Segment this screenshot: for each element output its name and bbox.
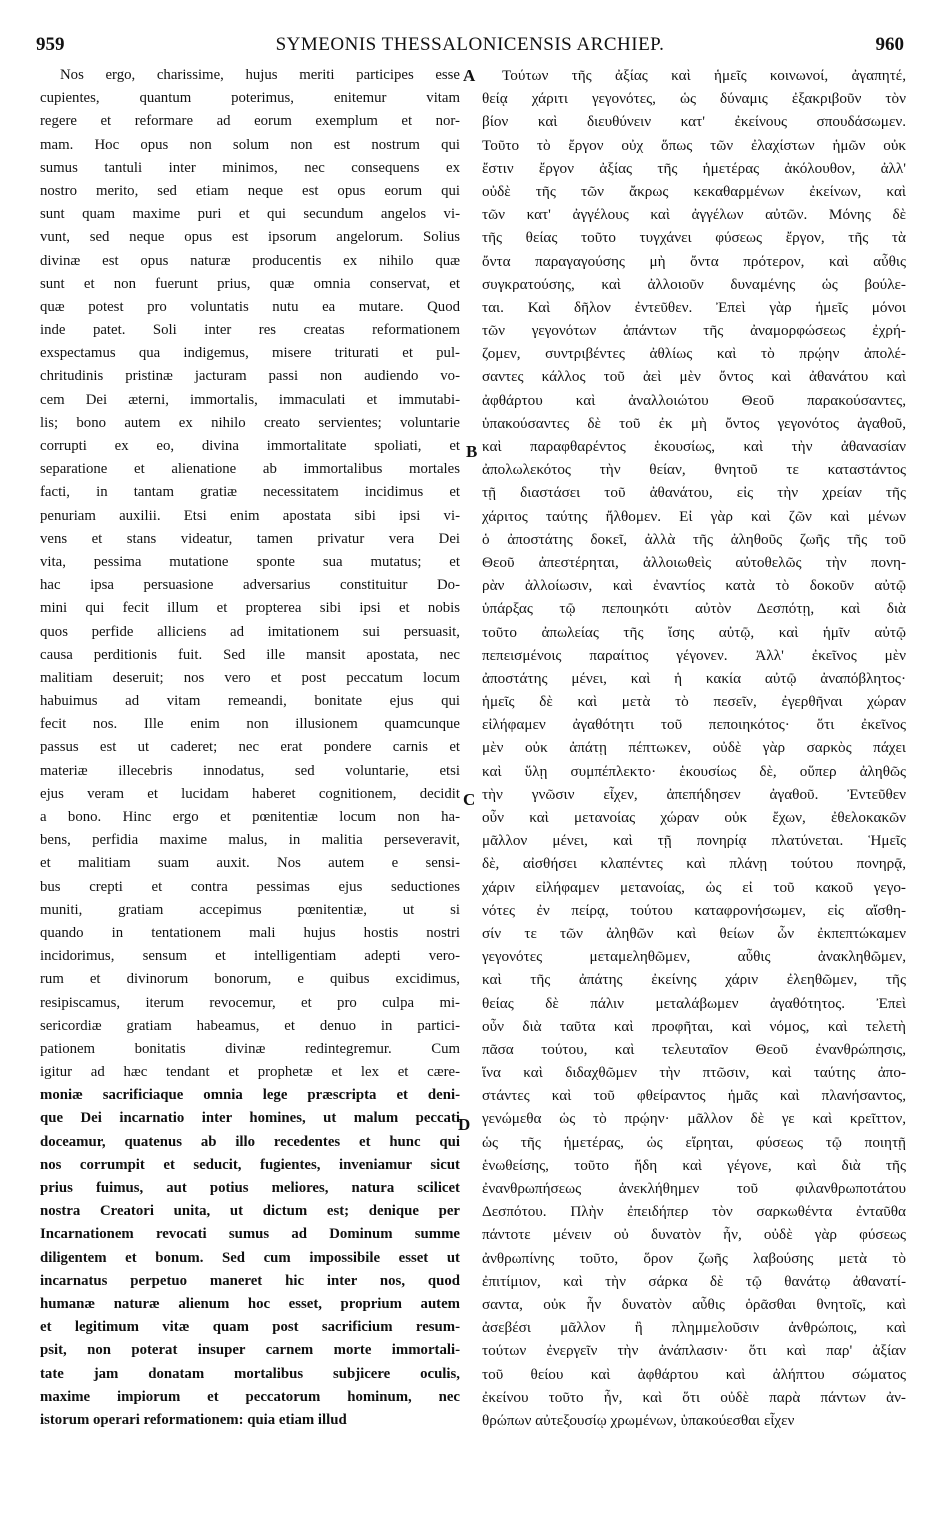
text-line: ἀσεβέσι μᾶλλον ἢ πλημμελοῦσιν ἀνθρώποις, καὶ — [482, 1319, 906, 1337]
text-line: ἵνα καὶ διδαχθῶμεν τὴν πτῶσιν, καὶ ταύτης ἀπο- — [482, 1064, 906, 1082]
text-line: συγκρατούσης, καὶ ἀλλοιοῦν δυναμένης ὡς βούλε- — [482, 275, 906, 293]
text-line: regere et reformare ad eorum exemplum et nor- — [40, 113, 460, 130]
text-line: muniti, gratiam accepimus pœnitentiæ, ut si — [40, 901, 460, 918]
text-line: nos corrumpit et seducit, fugientes, inveniamur sicut — [40, 1156, 460, 1173]
text-line: chritudinis pristinæ jacturam passi non audiendo vo- — [40, 368, 460, 385]
text-line: ζομεν, συντριβέντες ἀθλίως καὶ τὸ πρῴην ἀπολέ- — [482, 345, 906, 363]
text-line: divinæ est opus naturæ producentis ex nihilo quæ — [40, 252, 460, 269]
text-line: habuimus ad vitam remeandi, bonitate ejus qui — [40, 693, 460, 710]
text-line: cupientes, quantum poterimus, enitemur vitam — [40, 90, 460, 107]
text-line: malitiam deseruit; nos vero et post peccatum locum — [40, 669, 460, 686]
text-line: et legitimum vitæ quam post sacrificium resum- — [40, 1319, 460, 1336]
text-line: ἀνθρωπίνης τοῦτο, ὅρον ζωῆς λαβούσης μετὰ τὸ — [482, 1249, 906, 1267]
text-line: ὡς τῆς ἡμετέρας, ὡς εἴρηται, φύσεως τῷ ποιητῇ — [482, 1133, 906, 1151]
text-line: πᾶσα τούτου, καὶ τελευταῖον Θεοῦ ἐνανθρώπησις, — [482, 1040, 906, 1058]
text-line: οὖν καὶ μετανοίας χώραν οὐκ ἔχων, ἐθελοκακῶν — [482, 809, 906, 826]
text-line: maxime impiorum et peccatorum hominum, nec — [40, 1388, 460, 1405]
page-number-left: 959 — [36, 34, 65, 55]
text-line: nostra Creatori unita, ut dictum est; denique per — [40, 1203, 460, 1220]
text-line: penuriam auxilii. Etsi enim apostata sibi ipsi vi- — [40, 507, 460, 524]
text-line: Τοῦτο τὸ ἔργον οὐχ ὅπως τῶν ἐλαχίστων ἡμῶν οὐκ — [482, 136, 906, 154]
text-line: τῶν γεγονότων ἁπάντων τῆς ἀναμορφώσεως ἐχρή- — [482, 322, 906, 340]
text-line: facti, in tantam gratiæ necessitatem incidimus et — [40, 484, 460, 501]
text-line: Τούτων τῆς ἀξίας καὶ ἡμεῖς κοινωνοί, ἀγαπητέ, — [502, 67, 906, 84]
text-line: cem Dei æterni, immortalis, immaculati et immutabi- — [40, 391, 460, 408]
text-line: ται. Καὶ δῆλον ἐντεῦθεν. Ἐπεὶ γὰρ ἡμεῖς μόνοι — [482, 298, 906, 316]
text-line: mam. Hoc opus non solum non est nostrum qui — [40, 136, 460, 153]
text-line: γεγονότες μεταμεληθῶμεν, αὖθις ἀνακληθῶμεν, — [482, 948, 906, 966]
text-line: nostro merito, sed etiam neque est opus eorum qui — [40, 182, 460, 199]
text-line: Nos ergo, charissime, hujus meriti participes esse — [60, 67, 460, 83]
text-line: ἐπιτίμιον, καὶ τὴν σάρκα δὲ τῷ θανάτῳ ἀθανατί- — [482, 1272, 906, 1290]
text-line: ἐνανθρωπήσεως ἀνεκλήθημεν τοῦ φιλανθρωποτάτου — [482, 1180, 906, 1197]
section-marker-c: C — [463, 790, 476, 809]
text-line: causa perditionis fuit. Sed ille mansit apostata, nec — [40, 646, 460, 663]
text-line: ρὰν ἀλλοίωσιν, καὶ ἐναντίος κατὰ τὸ δοκοῦν αὐτῷ — [482, 577, 906, 595]
text-line: humanæ naturæ alienum hoc esset, proprium autem — [40, 1295, 460, 1312]
text-line: σαντα, οὐκ ἦν δυνατὸν αὖθις ὁρᾶσθαι θνητοῖς, καὶ — [482, 1295, 906, 1313]
text-line: incidorimus, sensum et intelligentiam adepti vero- — [40, 948, 460, 965]
text-line: quæ potest pro voluntatis nutu ea mutare. Quod — [40, 298, 460, 315]
text-line: οὖν διὰ ταῦτα καὶ προφῆται, καὶ νόμος, καὶ τελετὴ — [482, 1017, 906, 1035]
text-line: τοῦτο ἀπωλείας τῆς ἴσης αὐτῷ, καὶ ἡμῖν αὐτῷ — [482, 623, 906, 641]
section-marker-a: A — [463, 66, 476, 85]
text-line: βίον καὶ διευθύνειν κατ' ἐκείνους σπουδάσωμεν. — [482, 113, 906, 131]
text-line: quos perfide alliciens ad imitationem sui persuasit, — [40, 623, 460, 640]
text-line: οὐδὲ τῆς τῶν ἄκρως κεκαθαρμένων ἐκείνων, καὶ — [482, 182, 906, 200]
text-line: τῇ διαστάσει τοῦ ἀθανάτου, εἰς τὴν χρείαν τῆς — [482, 484, 906, 502]
text-line: mini qui fecit illum et propterea sibi ipsi et nobis — [40, 600, 460, 617]
text-line: que Dei incarnatio inter homines, ut malum peccati — [40, 1110, 460, 1127]
text-line: καὶ ὕλῃ συμπέπλεκτο· ἑκουσίως δὲ, οὕπερ ἀληθῶς — [482, 762, 906, 780]
text-line: materiæ illecebris innodatus, sed voluntarie, etsi — [40, 762, 460, 779]
text-line: ὑπάρξας τῷ πεποιηκότι αὐτὸν Δεσπότῃ, καὶ διὰ — [482, 600, 906, 618]
text-line: ὄντα παραγαγούσης μὴ ὄντα πρότερον, καὶ αὖθις — [482, 252, 906, 270]
text-line: doceamur, quatenus ab illo recedentes et hunc qui — [40, 1133, 460, 1150]
text-line: θείᾳ χάριτι γεγονότες, ὡς δύναμις ἐξακριβοῦν τὸν — [482, 90, 906, 108]
text-line: separatione et alienatione ab immortalibus mortales — [40, 461, 460, 478]
text-line: δὲ, αἰσθήσει κλαπέντες καὶ πλάνῃ τούτου πονηρᾷ, — [482, 855, 906, 873]
text-line: sunt quam maxime puri et qui secundum angelos vi- — [40, 206, 460, 223]
text-line: πάντοτε μένειν οὐ δυνατὸν ἦν, οὐδὲ γὰρ φύσεως — [482, 1226, 906, 1244]
text-line: τούτων ἐνεργεῖν τὴν ἀνάπλασιν· ὅτι καὶ παρ' ἀξίαν — [482, 1342, 906, 1360]
text-line: ἀποστάτης μένει, καὶ ἡ κακία αὐτῷ ἀναπόβλητος· — [482, 669, 906, 687]
text-line: μὲν οὐκ ἀπάτῃ πέπτωκεν, οὐδὲ γὰρ σαρκὸς πάχει — [482, 739, 906, 757]
text-line: sunt et non fuerunt prius, quæ omnia conservat, et — [40, 275, 460, 292]
text-line: ἀφθάρτου καὶ ἀναλλοιώτου Θεοῦ παρακούσαντες, — [482, 391, 906, 409]
text-line: καὶ παραφθαρέντος ἑκουσίως, καὶ τὴν ἀθανασίαν — [482, 438, 906, 455]
text-line: vunt, sed neque opus est ipsorum angelorum. Solius — [40, 229, 460, 246]
text-line: igitur ad hæc tendant et prophetæ et lex et cære- — [40, 1064, 460, 1081]
text-line: ἀπολωλεκότος τὴν θείαν, θνητοῦ τε καταστάντος — [482, 461, 906, 479]
text-line: τὴν γνῶσιν εἶχεν, ἀπεπήδησεν ἀγαθοῦ. Ἐντεῦθεν — [482, 785, 906, 803]
text-line: sumus tantuli inter minimos, nec consequens ex — [40, 159, 460, 176]
text-line: θείας δὲ πάλιν μεταλάβωμεν ἀγαθότητος. Ἐπεὶ — [482, 994, 906, 1012]
text-line: στάντες καὶ τοῦ φθείραντος ἡμᾶς καὶ πλανήσαντος, — [482, 1087, 906, 1105]
text-line: corrupti ex eo, divina immortalitate spoliati, et — [40, 438, 460, 454]
text-line: psit, non poterat insuper carnem morte immortali- — [40, 1342, 460, 1359]
text-line: ὑπακούσαντες δὲ τοῦ ἐκ μὴ ὄντος γεγονότος ἀγαθοῦ, — [482, 414, 906, 432]
text-line: σαντες κάλλος τοῦ ἀεὶ μὲν ὄντος καὶ ἀθανάτου καὶ — [482, 368, 906, 386]
text-line: fecit nos. Ille enim non illusionem quamcunque — [40, 716, 460, 733]
text-line: exspectamus qua indigemus, misere triturati et pul- — [40, 345, 460, 362]
text-line: ὁ ἀποστάτης δοκεῖ, ἀλλὰ τῆς ἀληθοῦς ζωῆς τῆς τοῦ — [482, 530, 906, 548]
text-line: rum et divinorum bonorum, e quibus excidimus, — [40, 971, 460, 988]
text-line: τοῦ θείου καὶ ἀφθάρτου καὶ ἀλήπτου σώματος — [482, 1365, 906, 1383]
text-line: χάριν εἰλήφαμεν μετανοίας, ὡς εἰ τοῦ κακοῦ γεγο- — [482, 878, 906, 896]
text-line: ἔστιν ἔργον ἀξίας τῆς ἡμετέρας ἀκόλουθον, ἀλλ' — [482, 159, 906, 177]
text-line: Incarnationem revocati sumus ad Dominum summe — [40, 1226, 460, 1243]
text-line: μᾶλλον μένει, καὶ τῇ πονηρίᾳ πλατύνεται. Ἡμεῖς — [482, 832, 906, 850]
text-line: bus crepti et contra pessimas ejus seductiones — [40, 878, 460, 895]
text-line: Δεσπότου. Πλὴν ἐπειδήπερ τὸν σαρκωθέντα ἐνταῦθα — [482, 1203, 906, 1221]
running-header — [36, 34, 904, 58]
text-line: pationem bonitatis divinæ redintegremur. Cum — [40, 1040, 460, 1057]
text-line: καὶ τῆς ἀπάτης ἐκείνης χάριν ἐλεηθῶμεν, τῆς — [482, 971, 906, 989]
text-line: diligentem et bonum. Sed cum impossibile esset ut — [40, 1249, 460, 1266]
text-line: istorum operari reformationem: quia etiam illud — [40, 1411, 347, 1428]
text-line: χάριτος ταύτης ἤλθομεν. Εἰ γὰρ καὶ ζῶν καὶ μένων — [482, 507, 906, 525]
text-line: σίν τε τῶν ἀληθῶν καὶ θείων ὧν ἐκπεπτώκαμεν — [482, 924, 906, 942]
latin-column — [40, 64, 460, 1432]
text-line: incarnatus perpetuo maneret hic inter nos, quod — [40, 1272, 460, 1289]
text-line: bens, perfidia maxime malus, in malitia perseveravit, — [40, 832, 460, 849]
text-line: vens et stans videatur, tamen privatur vera Dei — [40, 530, 460, 547]
text-line: vita, pessima mutatione sponte sua mutatus; et — [40, 553, 460, 570]
text-line: a bono. Hinc ergo et pœnitentiæ locum non ha- — [40, 809, 460, 825]
text-line: τῆς θείας τοῦτο τυγχάνει φύσεως ἔργον, τῆς τὰ — [482, 229, 906, 247]
text-line: lis; bono autem ex nihilo creato servientes; voluntarie — [40, 414, 460, 431]
text-line: resipiscamus, iterum revocemur, et pro culpa mi- — [40, 994, 460, 1011]
text-line: prius fuimus, aut potius meliores, natura scilicet — [40, 1180, 460, 1196]
section-marker-b: B — [466, 442, 478, 461]
text-line: passus est ut caderet; nec erat pondere carnis et — [40, 739, 460, 756]
text-line: inde patet. Soli inter res creatas reformationem — [40, 322, 460, 339]
text-line: tate jam donatam mortalibus subjicere oculis, — [40, 1365, 460, 1382]
text-line: Θεοῦ ἀπεστέρηται, ἀλλοιωθεὶς αὐτοθελῶς τὴν πονη- — [482, 553, 906, 571]
text-line: ἑνωθείσης, τοῦτο ἤδη καὶ γέγονε, καὶ διὰ τῆς — [482, 1156, 906, 1174]
text-line: εἰλήφαμεν ἀγαθότητι τοῦ πεποιηκότος· ὅτι ἐκεῖνος — [482, 716, 906, 734]
text-line: ἐκείνου τοῦτο ἦν, καὶ ὅτι οὐδὲ παρὰ πάντων ἀν- — [482, 1388, 906, 1406]
text-line: ἡμεῖς δὲ καὶ μετὰ τὸ πεσεῖν, ἐγερθῆναι χώραν — [482, 693, 906, 711]
section-marker-d: D — [458, 1115, 471, 1134]
text-line: quando in tentationem mali hujus hostis nostri — [40, 924, 460, 941]
running-title: SYMEONIS THESSALONICENSIS ARCHIEP. — [275, 34, 665, 55]
text-line: ejus veram et lucidam haberet cognitionem, decidit — [40, 785, 460, 802]
text-line: πεπεισμένοις παραίτιος γέγονεν. Ἀλλ' ἐκεῖνος μὲν — [482, 646, 906, 664]
text-line: θρώπων αὐτεξουσίῳ χρωμένων, ὑπακούεσθαι εἶχεν — [482, 1411, 795, 1429]
text-line: τῶν κατ' ἀγγέλους καὶ ἀγγέλων αὐτῶν. Μόνης δὲ — [482, 206, 906, 224]
text-line: moniæ sacrificiaque omnia lege præscripta et deni- — [40, 1087, 460, 1104]
text-line: sericordiæ gratiam habeamus, et denuo in partici- — [40, 1017, 460, 1034]
text-line: νότες ἐν πείρᾳ, τούτου καταφρονήσωμεν, εἰς αἴσθη- — [482, 901, 906, 919]
text-line: hac ipsa persuasione adversarius constituitur Do- — [40, 577, 460, 594]
page-number-right: 960 — [875, 34, 904, 55]
text-line: et malitiam suam auxit. Nos autem e sensi- — [40, 855, 460, 872]
text-line: γενώμεθα ὡς τὸ πρῴην· μᾶλλον δὲ γε καὶ κρεῖττον, — [482, 1110, 906, 1128]
greek-column — [482, 64, 906, 1432]
